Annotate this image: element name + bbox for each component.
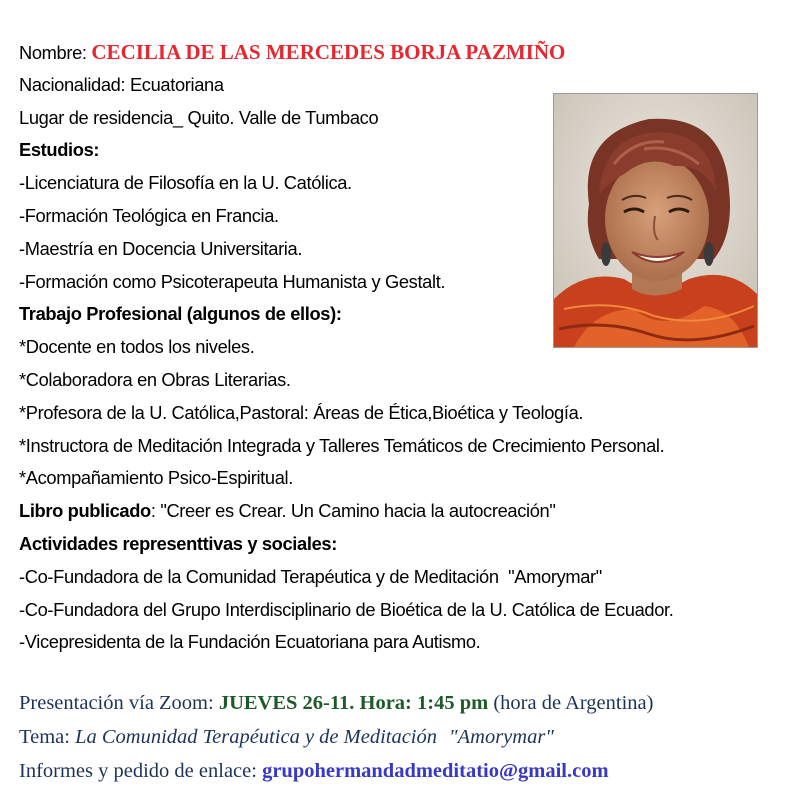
contact-line (19, 754, 794, 788)
book-title: : "Creer es Crear. Un Camino hacia la autocreación" (150, 500, 556, 522)
work-item: *Colaboradora en Obras Literarias. (19, 368, 291, 390)
studies-heading: Estudios: (19, 139, 100, 161)
contact-email-link[interactable]: grupohermandadmeditatio@gmail.com (262, 760, 609, 782)
presentation-timezone: (hora de Argentina) (488, 692, 654, 714)
activity-item: -Co-Fundadora del Grupo Interdisciplinario de Bioética de la U. Católica de Ecuador. (19, 598, 674, 620)
contact-label: Informes y pedido de enlace: (19, 760, 263, 782)
studies-item: -Licenciatura de Filosofía en la U. Católica. (19, 172, 352, 194)
studies-item: -Formación como Psicoterapeuta Humanista y Gestalt. (19, 270, 446, 292)
activity-item: -Vicepresidenta de la Fundación Ecuatoriana para Autismo. (19, 631, 481, 653)
work-item: *Profesora de la U. Católica,Pastoral: Áreas de Ética,Bioética y Teología. (19, 401, 584, 423)
topic-label: Tema: (19, 726, 76, 748)
portrait-illustration (554, 94, 757, 347)
presentation-line (19, 686, 794, 720)
studies-item: -Formación Teológica en Francia. (19, 204, 279, 226)
activity-item: -Co-Fundadora de la Comunidad Terapéutica y de Meditación "Amorymar" (19, 565, 602, 587)
book-label: Libro publicado (19, 500, 151, 522)
topic-title: La Comunidad Terapéutica y de Meditación (75, 726, 438, 748)
work-item: *Docente en todos los niveles. (19, 336, 255, 358)
name-label: Nombre: (19, 42, 87, 63)
event-footer (19, 686, 794, 788)
residence-line: Lugar de residencia_ Quito. Valle de Tumbaco (19, 106, 379, 128)
nationality-line: Nacionalidad: Ecuatoriana (19, 73, 224, 95)
work-item: *Instructora de Meditación Integrada y Talleres Temáticos de Crecimiento Personal. (19, 434, 665, 456)
name-line (19, 36, 789, 69)
work-item: *Acompañamiento Psico-Espiritual. (19, 467, 293, 489)
book-line (19, 495, 789, 528)
portrait-photo (553, 93, 758, 348)
work-heading: Trabajo Profesional (algunos de ellos): (19, 303, 342, 325)
presentation-label: Presentación vía Zoom: (19, 692, 219, 714)
activities-heading: Actividades representtivas y sociales: (19, 532, 337, 554)
presentation-datetime: JUEVES 26-11. Hora: 1:45 pm (218, 692, 489, 714)
topic-quote: "Amorymar" (449, 726, 554, 748)
person-name: CECILIA DE LAS MERCEDES BORJA PAZMIÑO (91, 40, 566, 64)
studies-item: -Maestría en Docencia Universitaria. (19, 237, 303, 259)
topic-line (19, 720, 794, 754)
